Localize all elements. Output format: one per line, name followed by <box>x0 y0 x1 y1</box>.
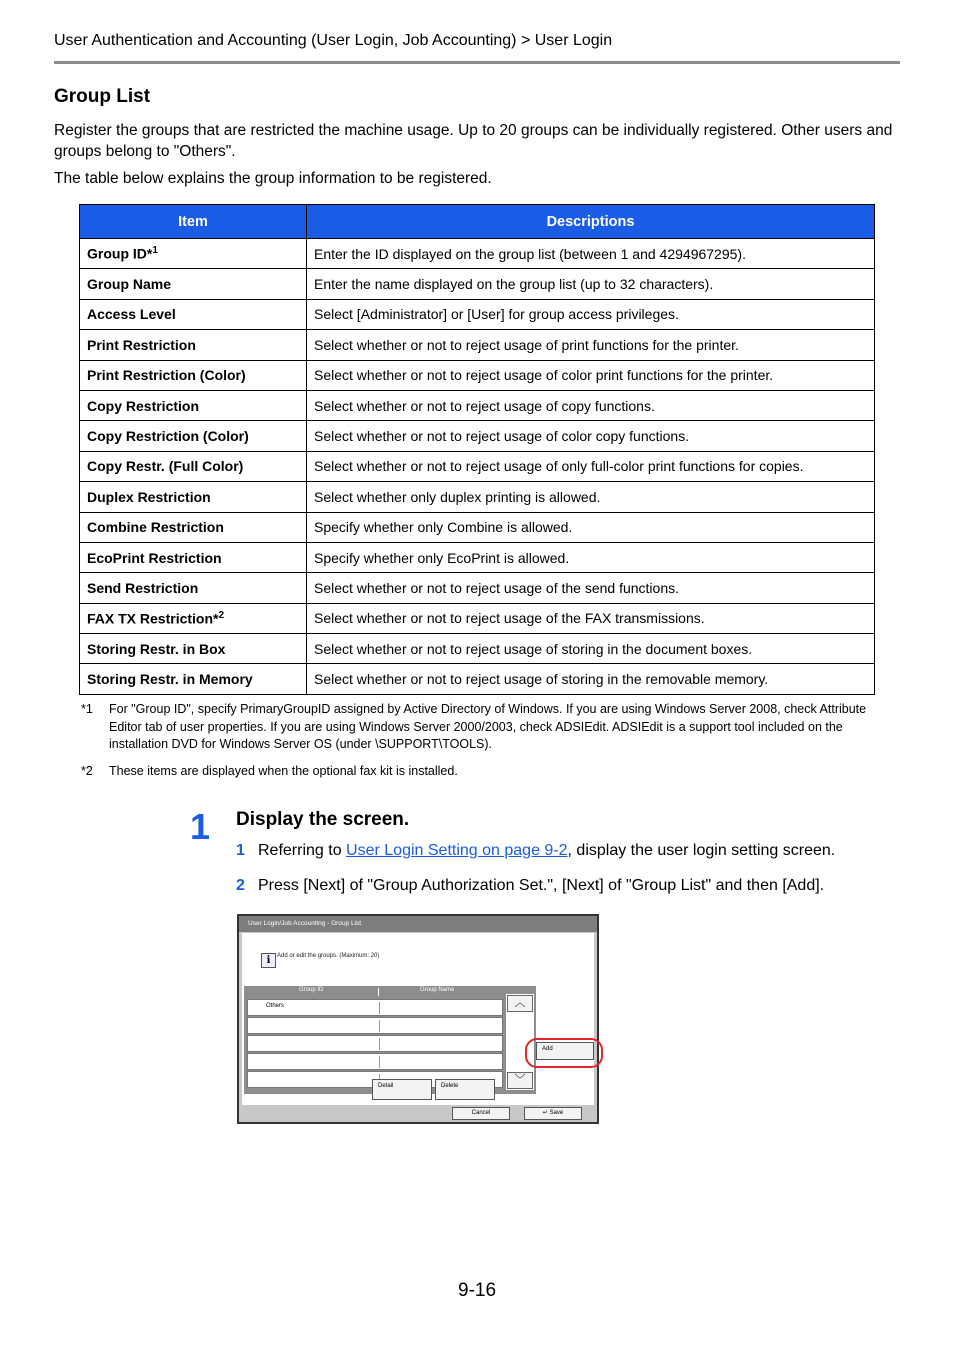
table-row <box>80 269 875 299</box>
list-item[interactable] <box>247 1017 503 1034</box>
column-separator <box>378 988 379 996</box>
table-row <box>80 390 875 420</box>
footnote-mark: *1 <box>81 702 93 716</box>
table-row <box>80 542 875 572</box>
table-row <box>80 482 875 512</box>
footnote-text: These items are displayed when the optional fax kit is installed. <box>109 764 458 778</box>
group-list-screenshot <box>237 914 599 1124</box>
cell-divider <box>379 1056 380 1068</box>
add-button[interactable]: Add <box>536 1042 594 1060</box>
user-login-setting-link[interactable]: User Login Setting on page 9-2 <box>346 842 568 859</box>
desc-cell: Select whether or not to reject usage of storing in the document boxes. <box>307 634 875 664</box>
table-row <box>80 239 875 269</box>
item-cell: Copy Restriction (Color) <box>80 421 307 451</box>
table-row <box>80 573 875 603</box>
save-button[interactable] <box>524 1107 582 1120</box>
footnote-2 <box>81 763 891 781</box>
panel-body <box>242 933 594 1105</box>
highlight-circle <box>525 1038 603 1068</box>
cell-divider <box>379 1020 380 1032</box>
list-header <box>244 986 506 997</box>
cell-divider <box>379 1002 380 1014</box>
sub-step-number: 1 <box>236 842 245 859</box>
item-cell: Print Restriction (Color) <box>80 360 307 390</box>
item-label: Group ID* <box>87 246 153 263</box>
item-cell: Print Restriction <box>80 330 307 360</box>
desc-cell: Select [Administrator] or [User] for group access privileges. <box>307 299 875 329</box>
table-row <box>80 664 875 694</box>
desc-cell: Select whether or not to reject usage of the FAX transmissions. <box>307 603 875 633</box>
table-row <box>80 451 875 481</box>
delete-button[interactable]: Delete <box>435 1079 495 1100</box>
desc-cell: Select whether or not to reject usage of storing in the removable memory. <box>307 664 875 694</box>
page-number: 9-16 <box>458 1280 497 1301</box>
group-info-table <box>79 204 875 695</box>
item-cell: Storing Restr. in Memory <box>80 664 307 694</box>
enter-icon: ↵ <box>542 1110 548 1116</box>
cancel-button[interactable]: Cancel <box>452 1107 510 1120</box>
desc-cell: Select whether or not to reject usage of only full-color print functions for copies. <box>307 451 875 481</box>
item-cell: Duplex Restriction <box>80 482 307 512</box>
item-cell: Copy Restriction <box>80 390 307 420</box>
desc-cell: Select whether or not to reject usage of print functions for the printer. <box>307 330 875 360</box>
desc-cell: Specify whether only Combine is allowed. <box>307 512 875 542</box>
table-intro-paragraph: The table below explains the group information to be registered. <box>54 170 492 187</box>
table-row <box>80 634 875 664</box>
footnote-1 <box>81 701 891 754</box>
list-item[interactable] <box>247 999 503 1016</box>
detail-button[interactable]: Detail <box>372 1079 432 1100</box>
header-item: Item <box>80 205 307 239</box>
info-text: Add or edit the groups. (Maximum: 20) <box>277 953 380 959</box>
sub-step-1 <box>236 842 835 860</box>
item-cell <box>80 239 307 269</box>
table-row <box>80 330 875 360</box>
sub-step-text: , display the user login setting screen. <box>567 842 836 859</box>
footnote-text: For "Group ID", specify PrimaryGroupID assigned by Active Directory of Windows. If you are using Windows Server 2008, check Attribute Editor tab of user properties. If you are using Windows Server 2000/2003, check ADSIEdit. ADSIEdit is a support tool included on the installation DVD for Windows Server OS (under \SUPPORT\TOOLS). <box>109 702 867 751</box>
table-row <box>80 360 875 390</box>
desc-cell: Select whether or not to reject usage of color copy functions. <box>307 421 875 451</box>
item-cell: Group Name <box>80 269 307 299</box>
table-row <box>80 603 875 633</box>
info-icon: i <box>261 953 276 968</box>
group-id-cell: Others <box>266 1003 285 1009</box>
col-group-id: Group ID <box>299 987 324 993</box>
chevron-down-icon: ﹀ <box>514 1074 526 1086</box>
step-number: 1 <box>190 806 211 847</box>
footnote-ref: 1 <box>152 245 158 257</box>
scroll-up-button[interactable] <box>507 995 533 1012</box>
desc-cell: Enter the ID displayed on the group list (between 1 and 4294967295). <box>307 239 875 269</box>
sub-step-number: 2 <box>236 877 245 894</box>
desc-cell: Select whether or not to reject usage of copy functions. <box>307 390 875 420</box>
scroll-down-button[interactable] <box>507 1072 533 1089</box>
footnote-mark: *2 <box>81 764 93 778</box>
table-row <box>80 512 875 542</box>
list-item[interactable] <box>247 1053 503 1070</box>
table-row <box>80 421 875 451</box>
header-descriptions: Descriptions <box>307 205 875 239</box>
desc-cell: Specify whether only EcoPrint is allowed. <box>307 542 875 572</box>
desc-cell: Select whether only duplex printing is allowed. <box>307 482 875 512</box>
item-cell: Storing Restr. in Box <box>80 634 307 664</box>
item-cell <box>80 603 307 633</box>
item-cell: EcoPrint Restriction <box>80 542 307 572</box>
desc-cell: Select whether or not to reject usage of the send functions. <box>307 573 875 603</box>
item-cell: Send Restriction <box>80 573 307 603</box>
sub-step-text: Referring to <box>258 842 347 859</box>
panel-footer <box>239 1105 597 1122</box>
list-rows <box>247 999 503 1089</box>
header-divider <box>54 61 900 64</box>
desc-cell: Select whether or not to reject usage of color print functions for the printer. <box>307 360 875 390</box>
chevron-up-icon: ︿ <box>514 997 526 1009</box>
item-cell: Combine Restriction <box>80 512 307 542</box>
sub-step-2 <box>236 877 824 895</box>
table-row <box>80 299 875 329</box>
cell-divider <box>379 1038 380 1050</box>
col-group-name: Group Name <box>420 987 455 993</box>
section-title: Group List <box>54 86 151 107</box>
group-list <box>244 986 536 1094</box>
desc-cell: Enter the name displayed on the group list (up to 32 characters). <box>307 269 875 299</box>
save-label: Save <box>549 1110 564 1116</box>
intro-paragraph: Register the groups that are restricted the machine usage. Up to 20 groups can be individually registered. Other users and groups belong to "Others". <box>54 122 893 160</box>
list-item[interactable] <box>247 1035 503 1052</box>
breadcrumb: User Authentication and Accounting (User Login, Job Accounting) > User Login <box>54 32 613 49</box>
item-cell: Copy Restr. (Full Color) <box>80 451 307 481</box>
step-title: Display the screen. <box>236 809 410 830</box>
panel-title: User Login/Job Accounting - Group List <box>239 916 597 932</box>
item-label: FAX TX Restriction* <box>87 610 219 627</box>
item-cell: Access Level <box>80 299 307 329</box>
footnote-ref: 2 <box>218 610 225 622</box>
sub-step-text: Press [Next] of "Group Authorization Set.", [Next] of "Group List" and then [Add]. <box>258 877 825 894</box>
